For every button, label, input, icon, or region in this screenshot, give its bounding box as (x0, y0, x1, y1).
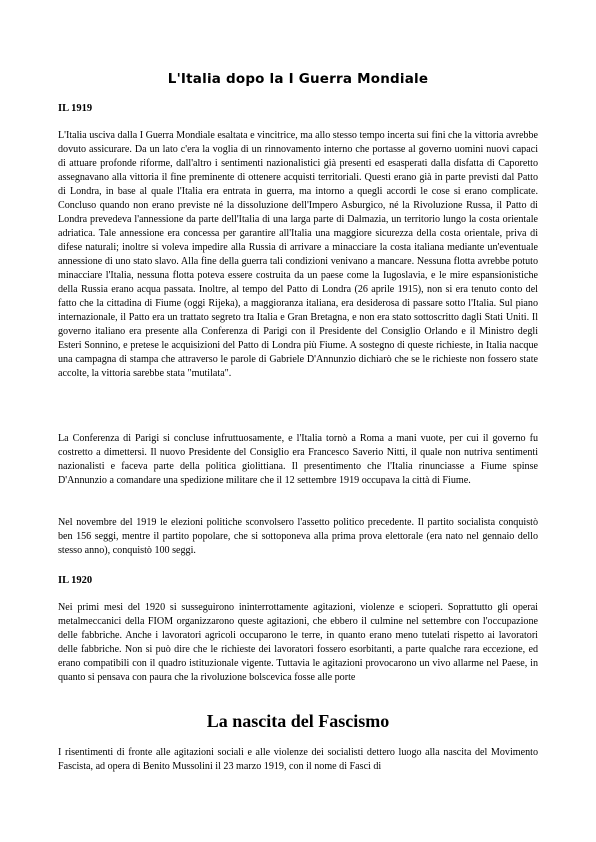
document-title: L'Italia dopo la I Guerra Mondiale (167, 71, 429, 87)
section-heading-1919: IL 1919 (58, 103, 93, 114)
paragraph-1919-2: La Conferenza di Parigi si concluse infruttuosamente, e l'Italia tornò a Roma a mani vuote, per cui il governo fu costretto a dimettersi. Il nuovo Presidente del Consiglio era Francesco Saverio Nitti, il quale non nutriva sentimenti nazionalisti e faceva parte della politica giolittiana. Il presentimento che l'Italia rinunciasse a Fiume spinse D'Annunzio a comandare una spedizione militare che il 12 settembre 1919 occupava la città di Fiume. (58, 433, 538, 486)
paragraph-fascismo-1: I risentimenti di fronte alle agitazioni sociali e alle violenze dei socialisti dettero luogo alla nascita del Movimento Fascista, ad opera di Benito Mussolini il 23 marzo 1919, con il nome di Fasci di (58, 747, 538, 772)
section-heading-fascismo: La nascita del Fascismo (206, 711, 390, 731)
paragraph-1919-1: L'Italia usciva dalla I Guerra Mondiale esaltata e vincitrice, ma allo stesso tempo incerta sui fini che la vittoria avrebbe dovuto assicurare. Da un lato c'era la voglia di un rinnovamento interno che portasse al governo uomini nuovi capaci di attuare profonde riforme, dall'altro i sentimenti nazionalistici già presenti ed esasperati dalla disfatta di Caporetto assegnavano alla vittoria il fine preminente di ottenere acquisti territoriali. Questi erano già in parte previsti dal Patto di Londra, in base al quale l'Italia era entrata in guerra, ma intorno a quegli accordi le cose si erano complicate. Concluso quando non erano previste né la dissoluzione dell'Impero Asburgico, né la Rivoluzione Russa, il Patto di Londra prevedeva l'annessione da parte dell'Italia di una larga parte di Dalmazia, un territorio lungo la costa orientale adriatica. Tale annessione era concessa per garantire all'Italia una maggiore sicurezza della costa orientale, priva di difese naturali; inoltre si voleva impedire alla Russia di arrivare a minacciare la costa italiana mediante un'eventuale annessione di uno stato slavo. Alla fine della guerra tali condizioni venivano a mancare. Nessuna flotta avrebbe potuto minacciare l'Italia, nessuna flotta poteva essere costruita da un paese come la Iugoslavia, e le mire espansionistiche della Russia erano acqua passata. Inoltre, al tempo del Patto di Londra (26 aprile 1915), non si era tenuto conto del fatto che la cittadina di Fiume (oggi Rijeka), a maggioranza italiana, era desiderosa di passare sotto l'Italia. Sul piano internazionale, il Patto era un trattato segreto tra Italia e Gran Bretagna, e non era stato sottoscritto dagli Stati Uniti. Il governo italiano era presente alla Conferenza di Parigi con il Presidente del Consiglio Orlando e il Ministro degli Esteri Sonnino, e pretese le acquisizioni del Patto di Londra più Fiume. A sostegno di queste richieste, in Italia nacque una campagna di stampa che attraverso le parole di Gabriele D'Annunzio dichiarò che se le richieste non fossero state accolte, la vittoria sarebbe stata "mutilata". (58, 130, 538, 379)
section-heading-1920: IL 1920 (58, 575, 93, 586)
paragraph-1919-3: Nel novembre del 1919 le elezioni politiche sconvolsero l'assetto politico precedente. Il partito socialista conquistò ben 156 seggi, mentre il partito popolare, che si sottoponeva alla prima prova elettorale (era nato nel gennaio dello stesso anno), conquistò 100 seggi. (58, 517, 538, 556)
paragraph-1920-1: Nei primi mesi del 1920 si susseguirono ininterrottamente agitazioni, violenze e scioperi. Soprattutto gli operai metalmeccanici della FIOM organizzarono queste agitazioni, che ebbero il culmine nel settembre con l'occupazione delle fabbriche. Anche i lavoratori agricoli occuparono le terre, in quanto erano meno tutelati rispetto ai lavoratori delle fabbriche. Non si può dire che le richieste dei lavoratori fossero esorbitanti, a parte qualche rara eccezione, ed erano compatibili con il quadro istituzionale vigente. Tuttavia le agitazioni provocarono un vivo allarme nel Paese, in quanto si pensava con paura che la rivoluzione bolscevica fosse alle porte (58, 602, 538, 683)
